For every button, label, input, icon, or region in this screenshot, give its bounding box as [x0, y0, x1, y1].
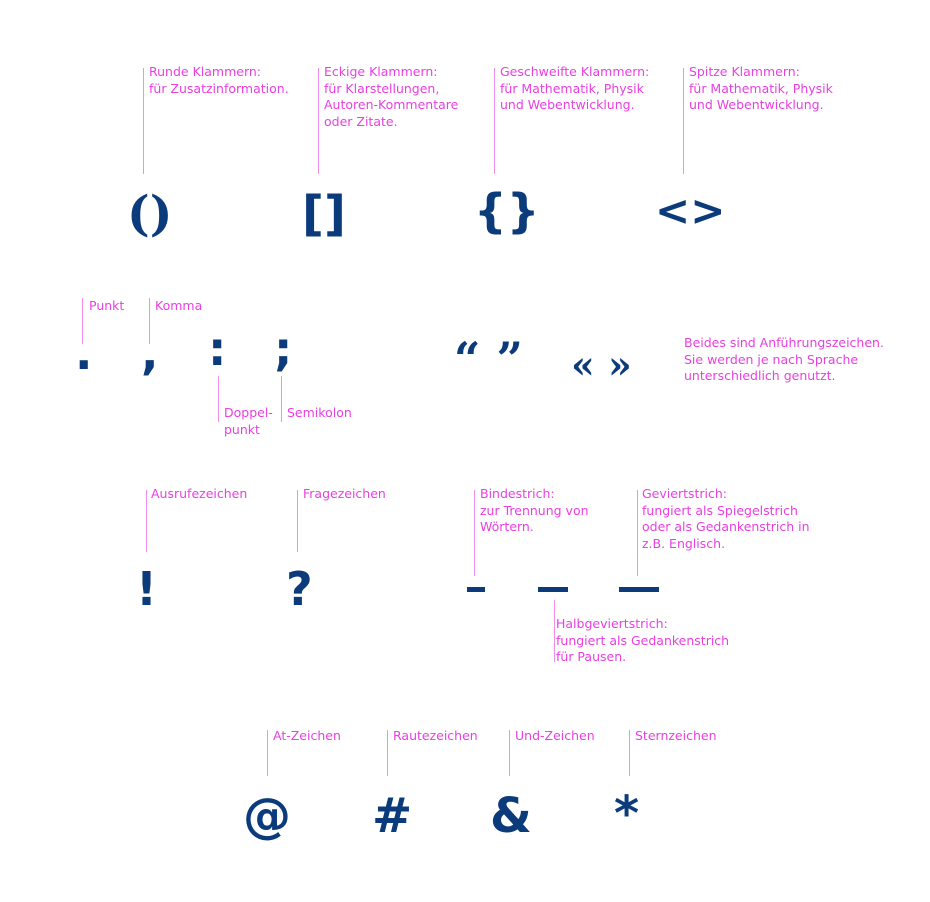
glyph-round-brackets: () — [127, 186, 173, 242]
label-semicolon: Semikolon — [287, 405, 352, 420]
label-colon: Doppel- punkt — [224, 405, 273, 437]
label-exclamation: Ausrufezeichen — [151, 486, 248, 501]
glyph-angle-brackets: <> — [655, 186, 726, 235]
label-em-dash: Geviertstrich: fungiert als Spiegelstrich oder als Gedankenstrich in z.B. Englisch. — [642, 486, 810, 551]
label-comma: Komma — [155, 298, 203, 313]
leader-line-hash — [387, 730, 388, 776]
label-quotation-marks: Beides sind Anführungszeichen. Sie werden je nach Sprache unterschiedlich genutzt. — [684, 335, 884, 383]
label-period: Punkt — [89, 298, 125, 313]
leader-line-en-dash — [554, 600, 555, 662]
leader-line-colon — [218, 376, 219, 422]
glyph-em-dash — [619, 587, 659, 592]
leader-line-semicolon — [281, 376, 282, 422]
glyph-exclamation: ! — [136, 562, 157, 616]
label-ampersand: Und-Zeichen — [515, 728, 595, 743]
label-question: Fragezeichen — [303, 486, 386, 501]
glyph-hyphen — [467, 587, 485, 592]
glyph-period: . — [75, 326, 93, 380]
glyph-hash: # — [372, 788, 413, 844]
glyph-at: @ — [243, 788, 291, 844]
leader-line-asterisk — [629, 730, 630, 776]
label-round-brackets: Runde Klammern: für Zusatzinformation. — [149, 64, 289, 96]
leader-line-ampersand — [509, 730, 510, 776]
glyph-square-brackets: [] — [302, 186, 346, 242]
glyph-ampersand: & — [490, 788, 532, 844]
leader-line-angle — [683, 68, 684, 174]
label-square-brackets: Eckige Klammern: für Klarstellungen, Autoren-Kommentare oder Zitate. — [324, 64, 459, 129]
label-curly-brackets: Geschweifte Klammern: für Mathematik, Physik und Webentwicklung. — [500, 64, 650, 112]
glyph-colon: : — [208, 322, 227, 376]
glyph-curly-brackets: {} — [474, 184, 540, 238]
leader-line-em-dash — [637, 490, 638, 576]
leader-line-hyphen — [474, 490, 475, 576]
label-en-dash: Halbgeviertstrich: fungiert als Gedankenstrich für Pausen. — [556, 616, 730, 664]
leader-line-exclamation — [146, 490, 147, 552]
glyph-semicolon: ; — [274, 322, 293, 376]
leader-line-at — [267, 730, 268, 776]
glyph-guillemets: « » — [571, 342, 632, 387]
label-hash: Rautezeichen — [393, 728, 478, 743]
label-asterisk: Sternzeichen — [635, 728, 717, 743]
leader-line-question — [297, 490, 298, 552]
glyph-comma: , — [141, 326, 159, 380]
leader-line-curly — [494, 68, 495, 174]
leader-line-round — [143, 68, 144, 174]
label-angle-brackets: Spitze Klammern: für Mathematik, Physik und Webentwicklung. — [689, 64, 833, 112]
leader-line-square — [318, 68, 319, 174]
label-hyphen: Bindestrich: zur Trennung von Wörtern. — [480, 486, 589, 534]
glyph-curly-quotes: “ ” — [454, 332, 523, 386]
glyph-question: ? — [286, 562, 313, 616]
glyph-asterisk: * — [614, 786, 640, 842]
label-at: At-Zeichen — [273, 728, 341, 743]
glyph-en-dash — [538, 587, 568, 592]
